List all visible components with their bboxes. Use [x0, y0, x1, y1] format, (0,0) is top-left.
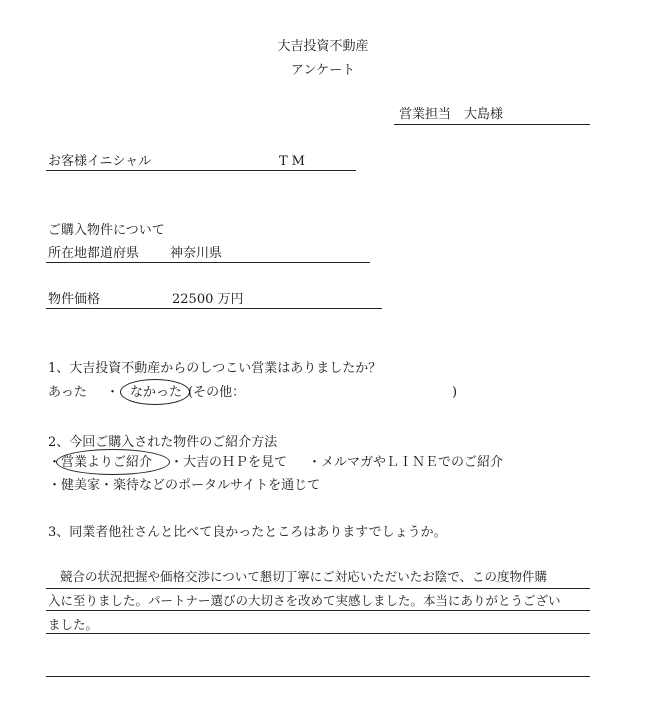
company-name: 大吉投資不動産 — [277, 39, 369, 54]
q1-option-yes: あった — [48, 385, 87, 400]
property-section-title: ご購入物件について — [48, 223, 165, 238]
q2-option-portal: ・健美家・楽待などのポータルサイトを通じて — [48, 478, 321, 493]
q2-option-sales: ・営業よりご紹介 — [48, 455, 153, 470]
q2-option-hp: ・大吉のＨＰを見て — [170, 455, 288, 470]
price-value: 22500 万円 — [172, 292, 244, 307]
sales-rep-label: 営業担当 — [399, 107, 452, 122]
form-title: アンケート — [290, 63, 356, 78]
answer-underline-2 — [46, 610, 590, 611]
q1-separator: ・ — [106, 385, 120, 400]
q3-question: 3、同業者他社さんと比べて良かったところはありますでしょうか。 — [48, 525, 447, 540]
location-underline — [46, 262, 370, 263]
price-underline — [46, 308, 382, 309]
q3-answer-line-1: 競合の状況把握や価格交渉について懇切丁寧にご対応いただいたお陰で、この度物件購 — [60, 569, 548, 584]
location-label: 所在地都道府県 — [48, 246, 140, 261]
answer-underline-4 — [46, 676, 590, 677]
price-label: 物件価格 — [48, 292, 101, 307]
answer-underline-3 — [46, 633, 590, 634]
q2-option-mail: ・メルマガやＬＩＮＥでのご紹介 — [308, 455, 504, 470]
q2-question: 2、今回ご購入された物件のご紹介方法 — [48, 435, 278, 450]
q1-option-no: なかった — [130, 385, 183, 400]
customer-initials-label: お客様イニシャル — [48, 154, 152, 169]
customer-initials-value: TM — [279, 154, 309, 169]
q3-answer-line-2: 入に至りました。パートナー選びの大切さを改めて実感しました。本当にありがとうござい — [48, 593, 561, 608]
q3-answer-line-3: ました。 — [48, 617, 99, 632]
sales-rep-underline — [394, 124, 590, 125]
q1-selection-circle — [120, 379, 190, 405]
q2-selection-circle — [56, 449, 170, 475]
sales-rep-name: 大島様 — [464, 107, 504, 122]
q1-close-paren: ) — [452, 385, 458, 400]
location-value: 神奈川県 — [170, 246, 223, 261]
q1-option-other: (その他： — [188, 385, 246, 400]
q1-question: 1、大吉投資不動産からのしつこい営業はありましたか？ — [48, 361, 382, 376]
customer-initials-underline — [46, 170, 356, 171]
